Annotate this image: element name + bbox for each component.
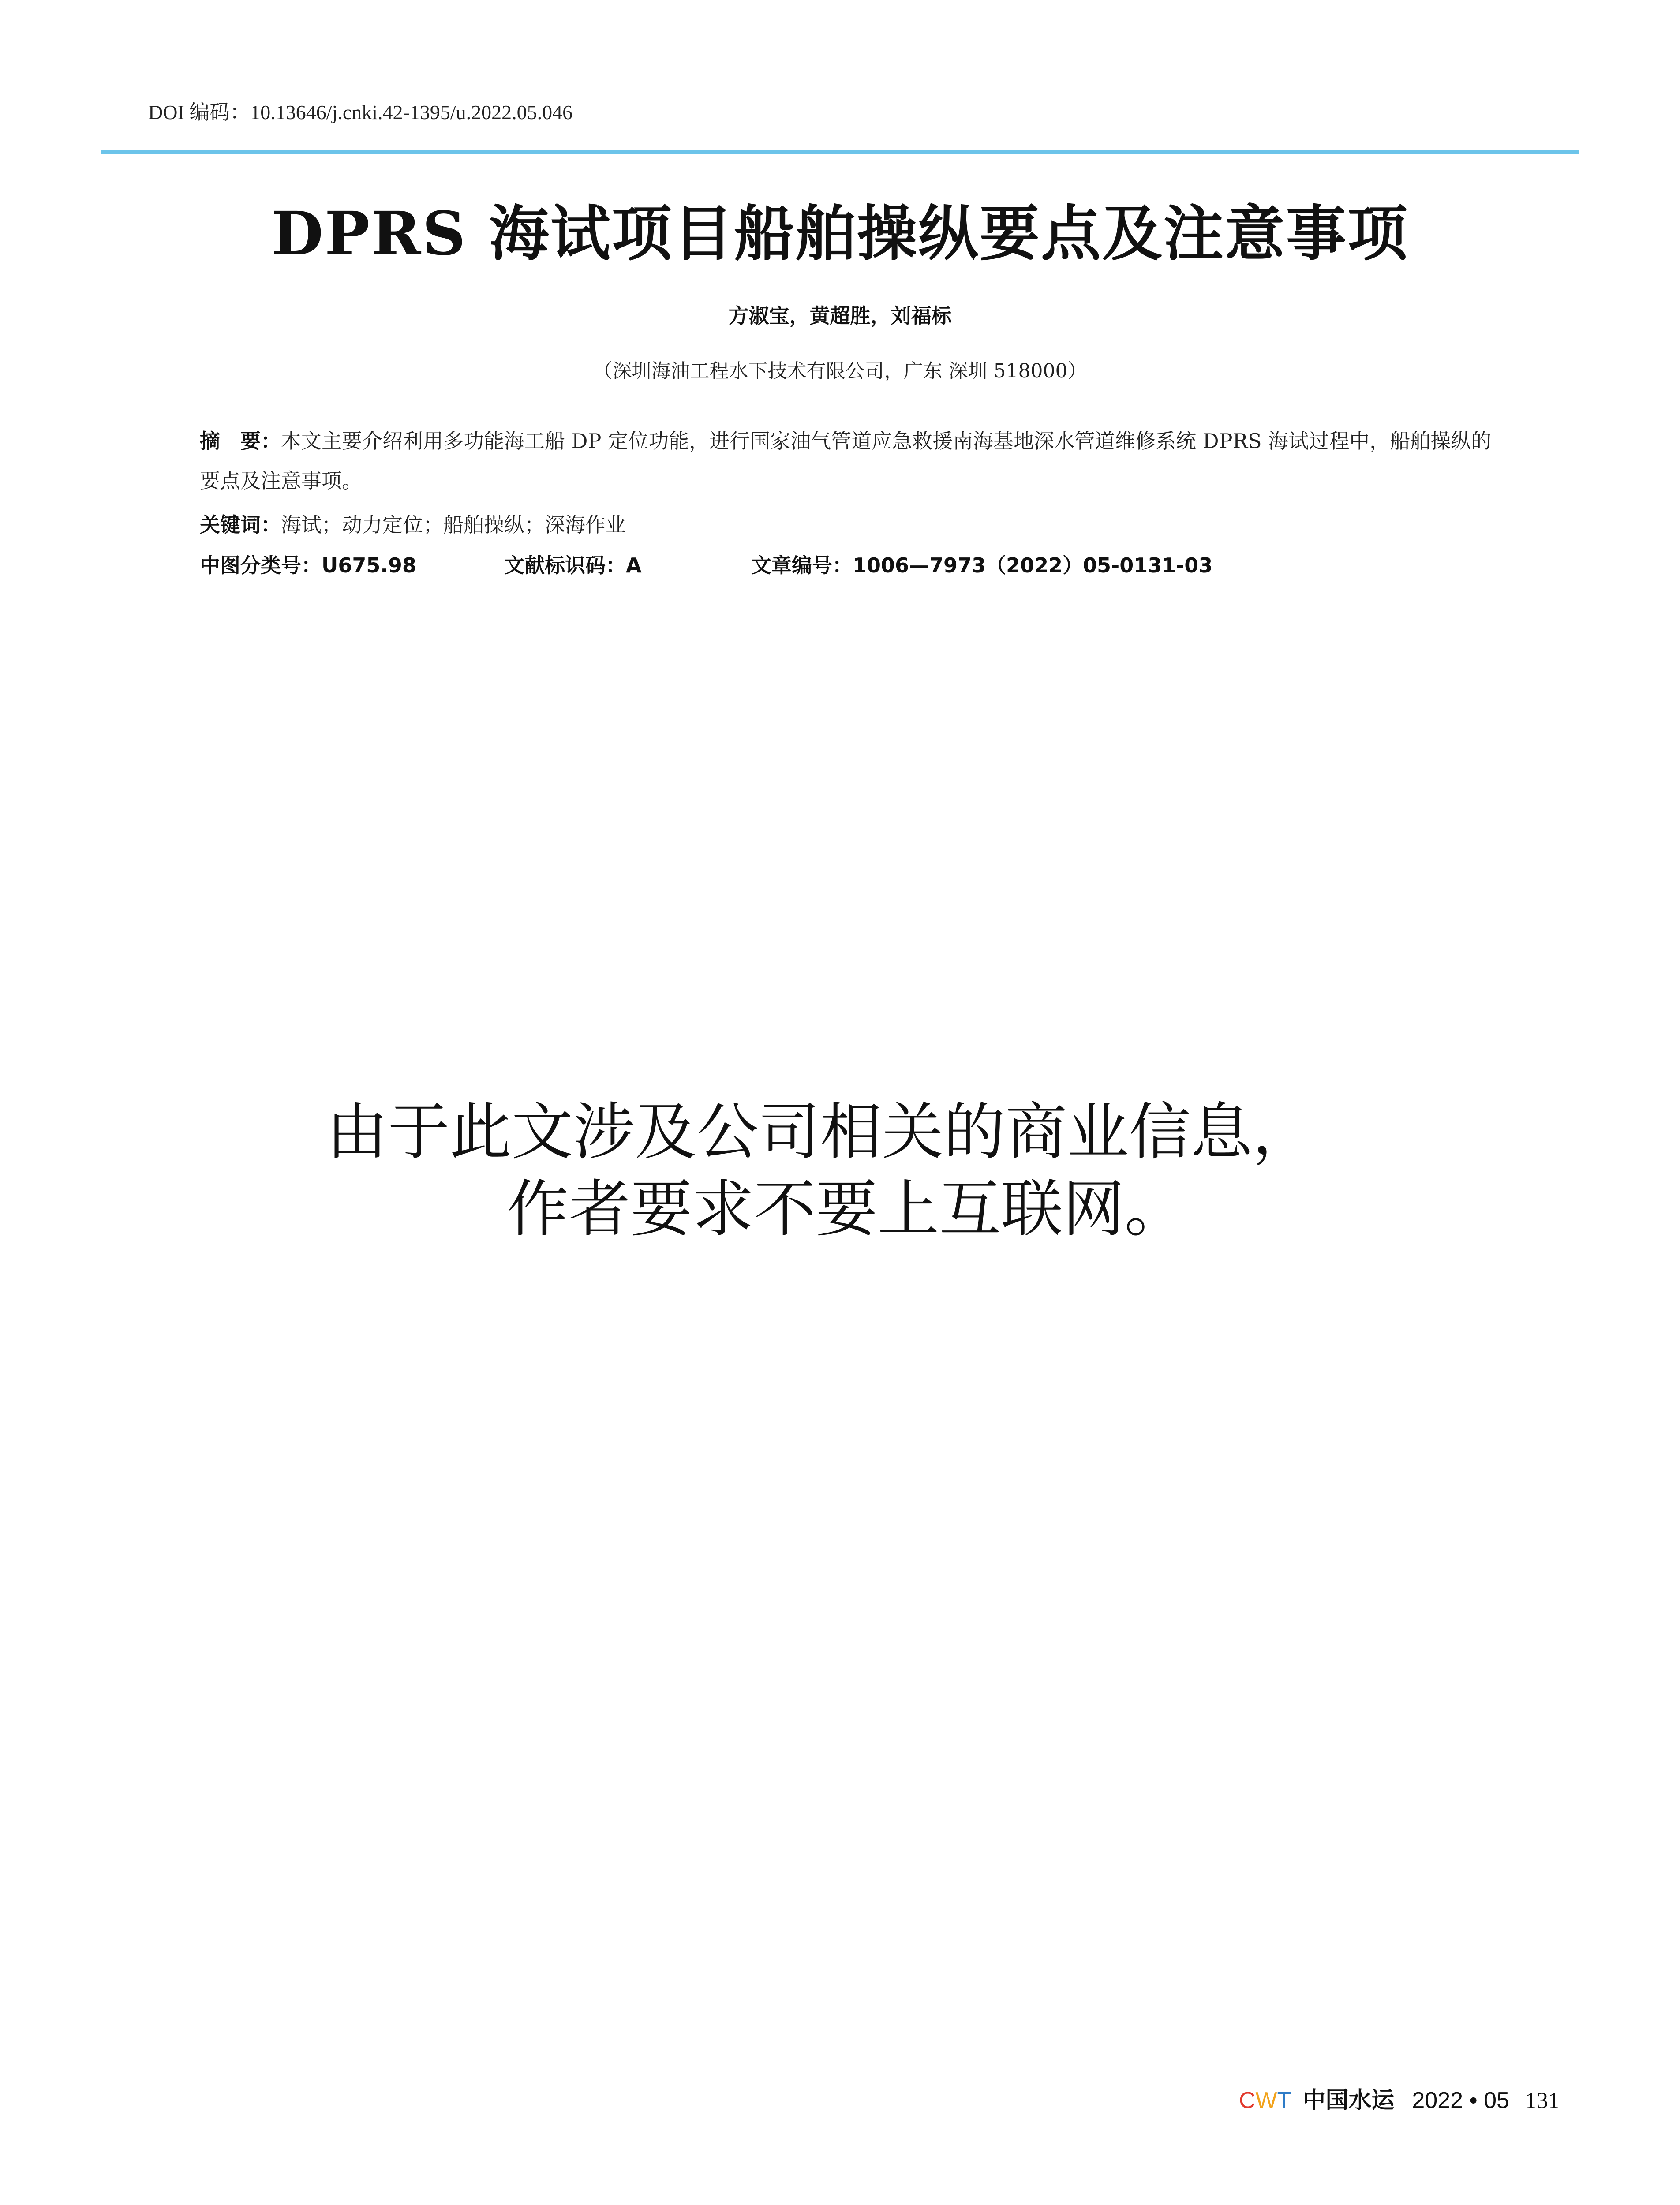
notice-line-1: 由于此文涉及公司相关的商业信息，	[326, 1096, 1314, 1168]
keywords-label: 关键词：	[200, 513, 281, 537]
keywords-text: 海试；动力定位；船舶操纵；深海作业	[281, 513, 626, 537]
journal-name: 中国水运	[1302, 2087, 1395, 2114]
clc-number: 中图分类号：U675.98	[200, 553, 416, 577]
doi-line: DOI 编码：10.13646/j.cnki.42-1395/u.2022.05.046	[148, 101, 573, 123]
article-number: 文章编号：1006—7973（2022）05-0131-03	[751, 553, 1213, 577]
abstract-label: 摘 要：	[200, 429, 281, 453]
abstract-text: 本文主要介绍利用多功能海工船 DP 定位功能，进行国家油气管道应急救援南海基地深水管道维修系统 DPRS 海试过程中，船舶操纵的要点及注意事项。	[200, 429, 1492, 493]
logo-letter-c: C	[1238, 2088, 1256, 2113]
paper-title: DPRS 海试项目船舶操纵要点及注意事项	[271, 198, 1409, 269]
abstract	[200, 421, 1492, 501]
document-code: 文献标识码：A	[504, 553, 642, 577]
logo-letter-t: T	[1277, 2088, 1291, 2113]
header-rule	[101, 150, 1579, 154]
authors: 方淑宝，黄超胜，刘福标	[728, 304, 952, 328]
page-footer	[1239, 2082, 1560, 2115]
logo-letter-w: W	[1255, 2088, 1277, 2113]
keywords	[200, 505, 626, 545]
affiliation: （深圳海油工程水下技术有限公司，广东 深圳 518000）	[593, 360, 1087, 382]
issue-number: 2022 • 05	[1412, 2088, 1509, 2113]
cwt-logo	[1239, 2088, 1291, 2113]
notice-line-2: 作者要求不要上互联网。	[507, 1174, 1186, 1245]
page-number: 131	[1525, 2088, 1560, 2113]
restriction-notice	[0, 1094, 1680, 1248]
classification-line	[200, 546, 1523, 585]
